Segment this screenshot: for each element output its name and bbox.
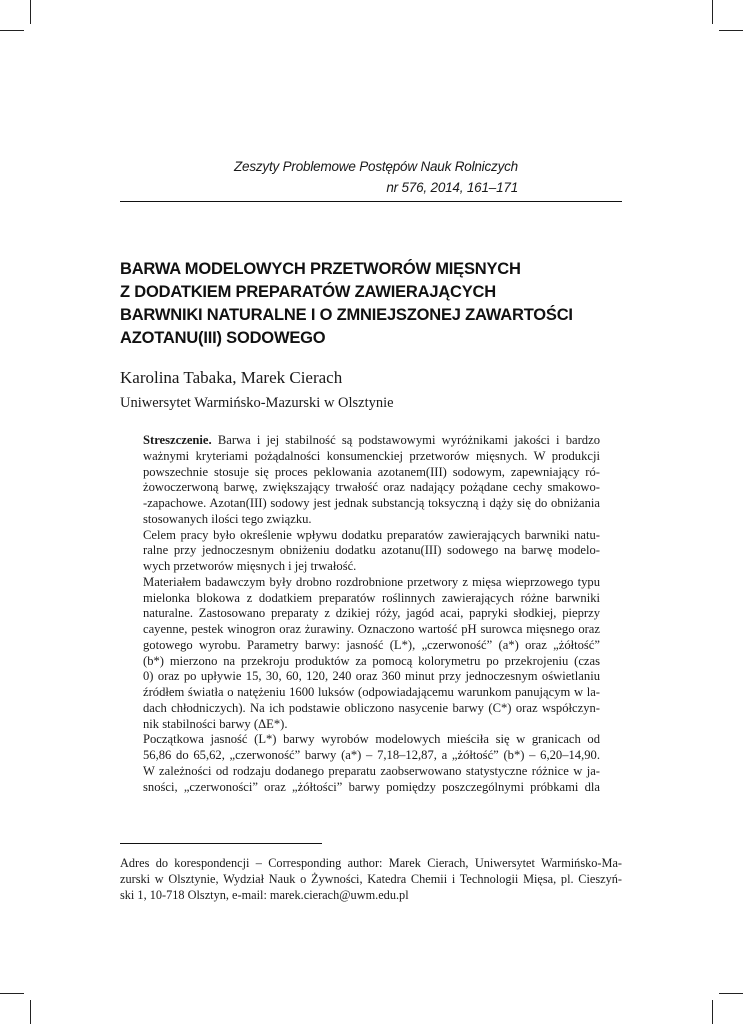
crop-mark [0, 993, 24, 994]
abstract-line: mielonka blokowa z dodatkiem preparatów roślinnych zawierających różne barwniki [143, 590, 600, 605]
footnote-line: Adres do korespondencji – Corresponding author: Marek Cierach, Uniwersytet Warmińsko-Ma- [120, 856, 622, 870]
abstract-line: Początkowa jasność (L*) barwy wyrobów modelowych mieściła się w granicach od [143, 732, 600, 747]
crop-mark [0, 30, 24, 31]
abstract-text: Barwa i jej stabilność są podstawowymi wyróżnikami jakości i bardzo [217, 433, 600, 447]
title-line: AZOTANU(III) SODOWEGO [120, 329, 326, 347]
abstract-line: ralne przy jednoczesnym obniżeniu dodatku azotanu(III) sodowego na barwę modelo- [143, 543, 600, 558]
abstract-line: cayenne, pestek winogron oraz żurawiny. Oznaczono wartość pH surowca mięsnego oraz [143, 622, 600, 636]
abstract-line: wych przetworów mięsnych i jej trwałość. [143, 559, 357, 573]
abstract-line: nik stabilności barwy (ΔE*). [143, 716, 288, 731]
authors: Karolina Tabaka, Marek Cierach [120, 368, 343, 387]
journal-name: Zeszyty Problemowe Postępów Nauk Rolniczych [233, 159, 518, 174]
abstract-line: 0) oraz po upływie 15, 30, 60, 120, 240 oraz 360 minut przy jednoczesnym oświetlaniu [143, 669, 600, 684]
crop-mark [712, 1000, 713, 1024]
abstract-line: (b*) mierzono na przekroju produktów za pomocą kolorymetru po przekrojeniu (czas [143, 653, 600, 668]
abstract-line: żowoczerwoną barwę, zwiększający trwałość oraz nadający pożądane cechy smakowo- [143, 480, 600, 495]
header-rule [120, 201, 622, 202]
footnote-line: zurski w Olsztynie, Wydział Nauk o Żywności, Katedra Chemii i Technologii Mięsa, pl. Cieszyń- [120, 872, 622, 886]
abstract-line [143, 433, 600, 449]
abstract-label: Streszczenie. [143, 433, 212, 447]
abstract-line: sności, „czerwoności” oraz „żółtości” barwy pomiędzy poszczególnymi próbkami dla [143, 779, 600, 794]
abstract-line: dach chłodniczych). Na ich podstawie obliczono nasycenie barwy (C*) oraz współczyn- [143, 700, 600, 715]
article-title [120, 258, 640, 350]
abstract [143, 433, 600, 795]
abstract-line: naturalne. Zastosowano preparaty z dzikiej róży, jagód acai, papryki słodkiej, pieprzy [143, 606, 600, 621]
abstract-line: powszechnie stosuje się proces peklowania azotanem(III) sodowym, zapewniający ró- [143, 464, 600, 479]
abstract-line: W zależności od rodzaju dodanego preparatu zaobserwowano statystyczne różnice w ja- [143, 763, 600, 778]
journal-issue: nr 576, 2014, 161–171 [386, 180, 518, 195]
title-line: BARWNIKI NATURALNE I O ZMNIEJSZONEJ ZAWARTOŚCI [120, 306, 573, 324]
abstract-line: ważnymi kryteriami pożądalności konsumenckiej przetworów mięsnych. W produkcji [143, 448, 600, 463]
footnote-line: ski 1, 10-718 Olsztyn, e-mail: marek.cierach@uwm.edu.pl [120, 888, 409, 902]
abstract-line: gotowego wyrobu. Parametry barwy: jasność (L*), „czerwoność” (a*) oraz „żółtość” [143, 637, 600, 652]
crop-mark [712, 0, 713, 24]
footnote-rule [120, 843, 322, 844]
abstract-line: stosowanych ilości tego związku. [143, 511, 312, 526]
crop-mark [719, 30, 743, 31]
crop-mark [30, 1000, 31, 1024]
crop-mark [30, 0, 31, 24]
abstract-line: 56,86 do 65,62, „czerwoność” barwy (a*) – 7,18–12,87, a „żółtość” (b*) – 6,20–14,90. [143, 748, 600, 762]
abstract-line: Materiałem badawczym były drobno rozdrobnione przetwory z mięsa wieprzowego typu [143, 574, 600, 589]
journal-header [120, 156, 518, 198]
title-line: Z DODATKIEM PREPARATÓW ZAWIERAJĄCYCH [120, 283, 496, 301]
affiliation: Uniwersytet Warmińsko-Mazurski w Olsztynie [120, 395, 394, 411]
crop-mark [719, 993, 743, 994]
title-line: BARWA MODELOWYCH PRZETWORÓW MIĘSNYCH [120, 260, 521, 278]
abstract-line: Celem pracy było określenie wpływu dodatku preparatów zawierających barwniki natu- [143, 527, 600, 542]
correspondence-footnote [120, 855, 622, 903]
abstract-line: źródłem światła o natężeniu 1600 luksów (odpowiadającemu warunkom panującym w la- [143, 685, 600, 699]
abstract-line: -zapachowe. Azotan(III) sodowy jest jednak substancją toksyczną i dąży się do obniżania [143, 496, 600, 510]
